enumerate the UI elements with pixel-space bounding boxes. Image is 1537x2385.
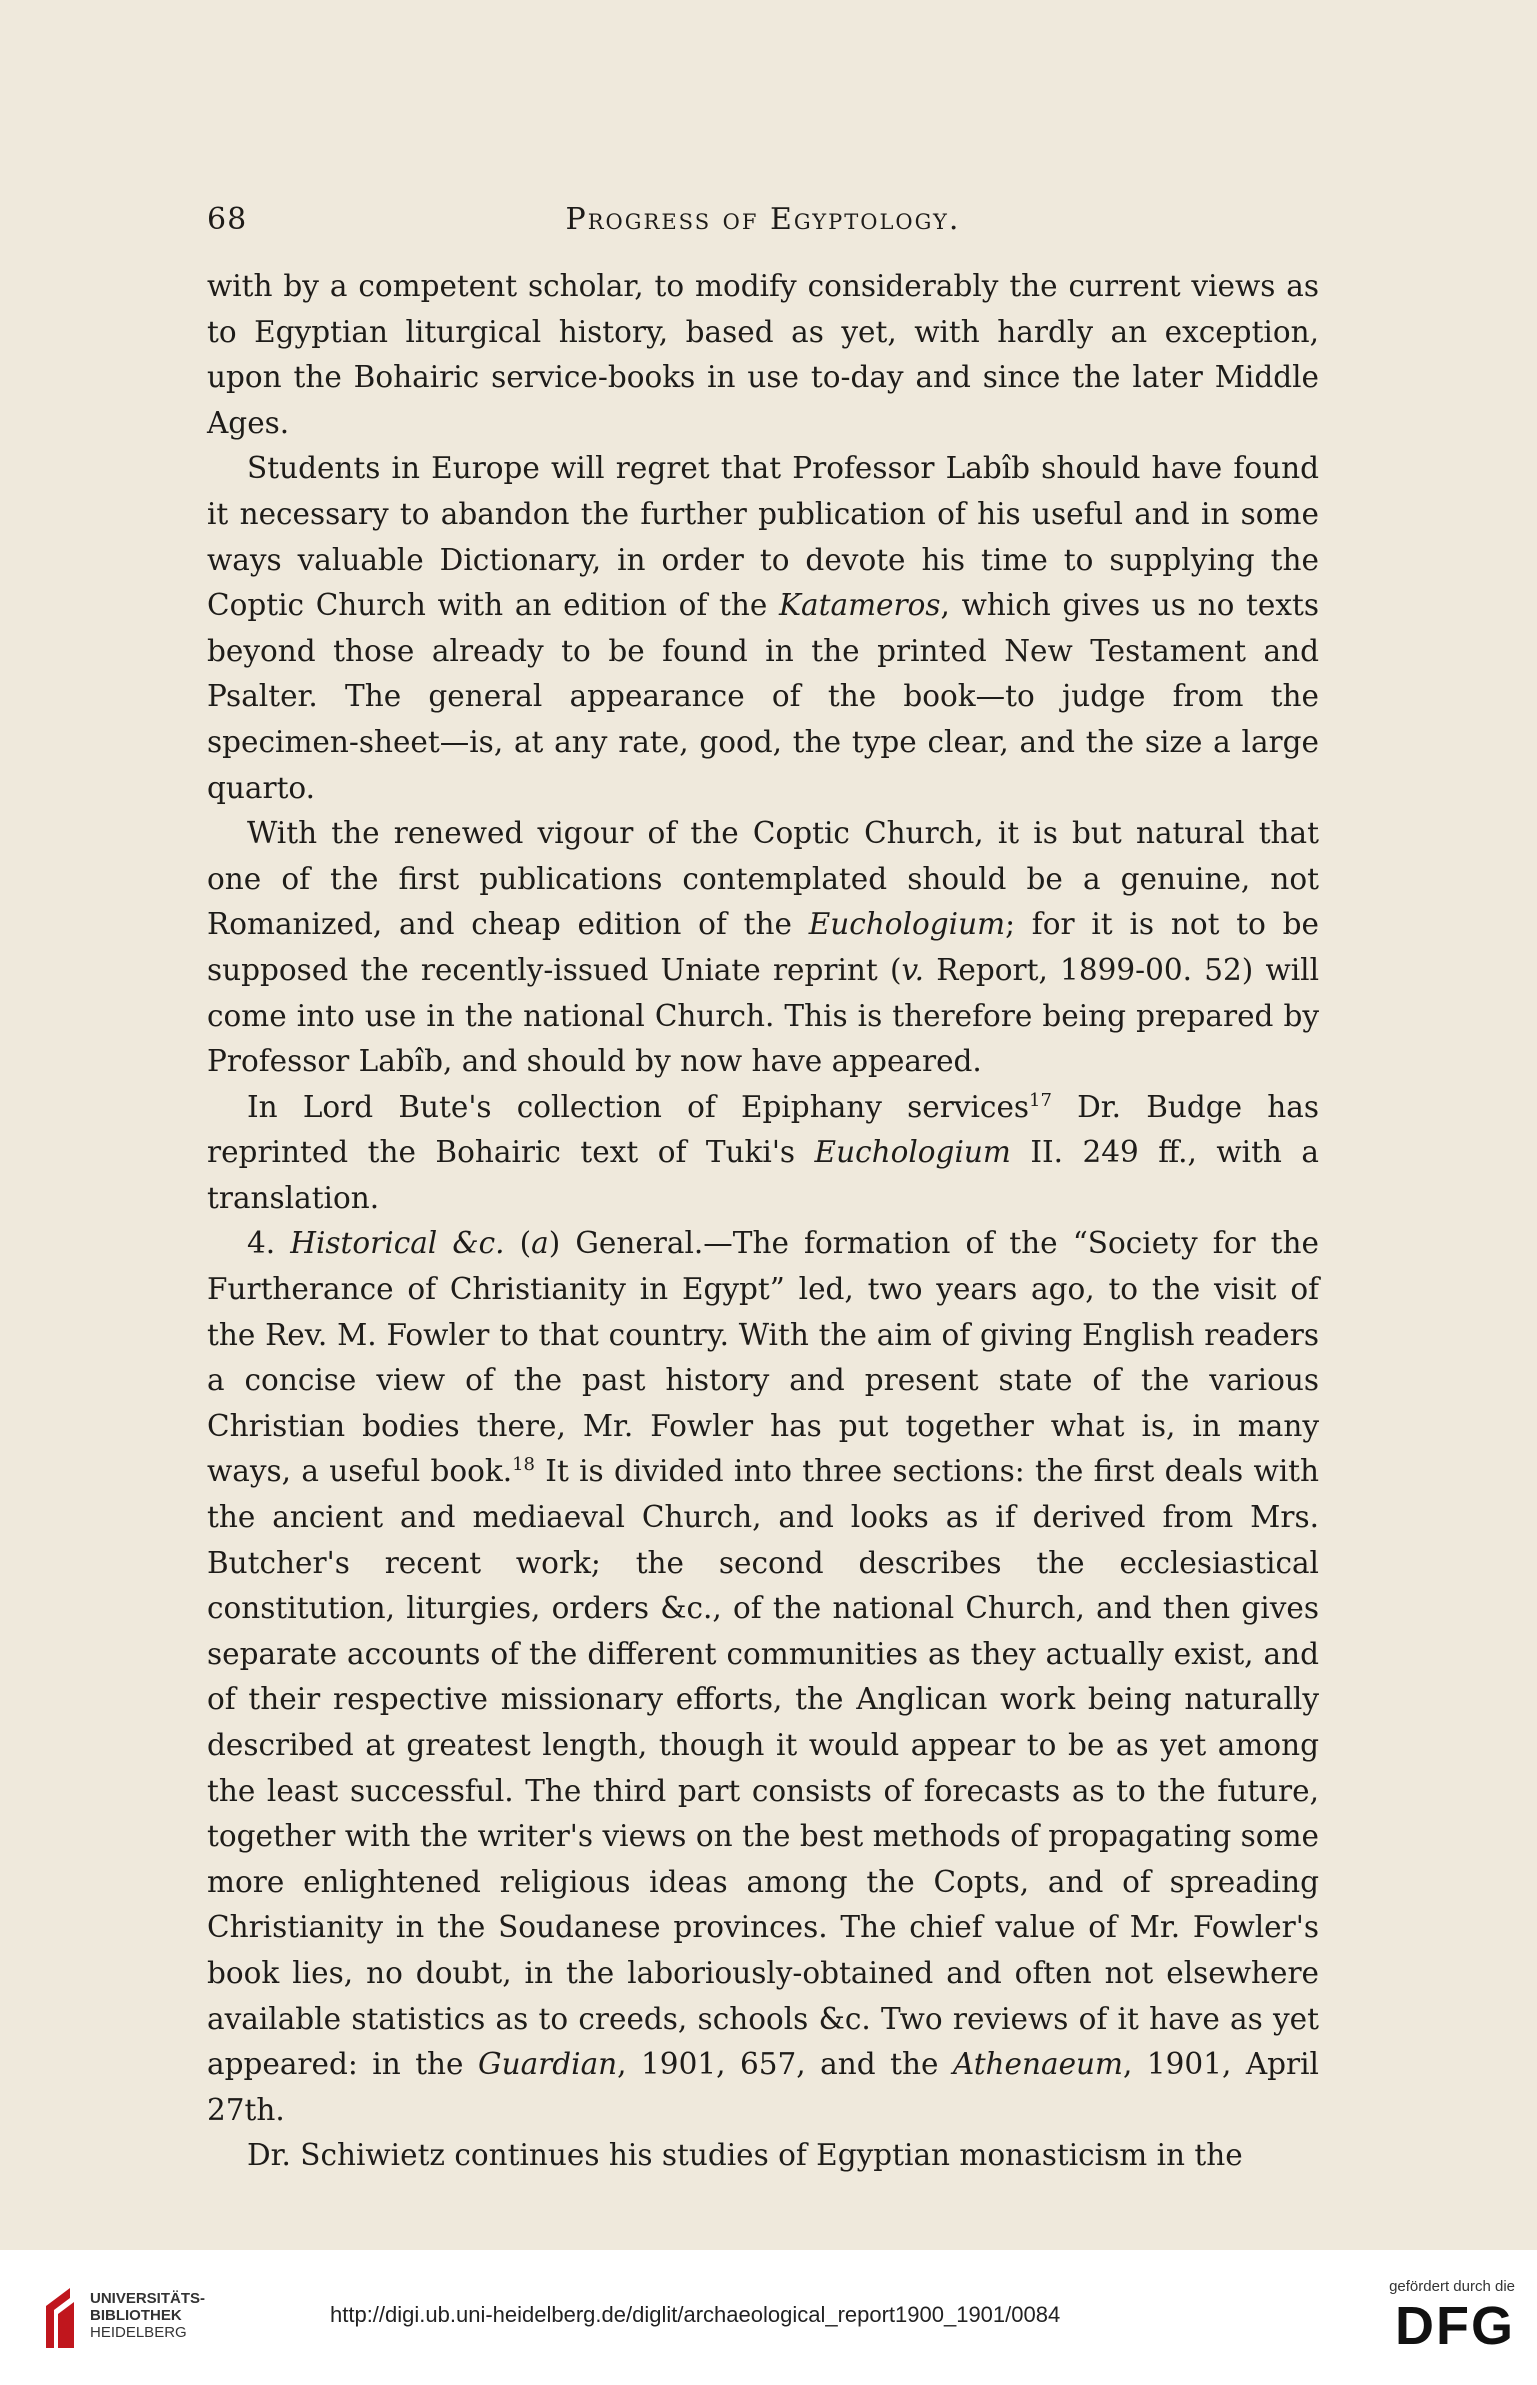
paragraph-2: Students in Europe will regret that Professor Labîb should have found it necessary to abandon the further publication of his useful and in some ways valuable Dictionary, in order to devote his time to supplying the Coptic Church with an edition of the Katameros, which gives us no texts beyond those already to be found in the printed New Testament and Psalter. The general appearance of the book—to judge from the specimen-sheet—is, at any rate, good, the type clear, and the size a large quarto. [207, 451, 1319, 805]
library-logo-icon [40, 2284, 80, 2350]
library-name: UNIVERSITÄTS- BIBLIOTHEK HEIDELBERG [90, 2290, 206, 2341]
funding-credit [1389, 2278, 1515, 2357]
permalink-url[interactable]: http://digi.ub.uni-heidelberg.de/diglit/archaeological_report1900_1901/0084 [330, 2302, 1061, 2327]
body-text [207, 264, 1319, 2179]
dfg-logo: DFG [1395, 2296, 1515, 2356]
page-header [207, 202, 1319, 252]
paragraph-3: With the renewed vigour of the Coptic Church, it is but natural that one of the first publications contemplated should be a genuine, not Romanized, and cheap edition of the Euchologium; for it is not to be supposed the recently-issued Uniate reprint (v. Report, 1899-00. 52) will come into use in the national Church. This is therefore being prepared by Professor Labîb, and should by now have appeared. [207, 816, 1320, 1079]
paragraph-6: Dr. Schiwietz continues his studies of Egyptian monasticism in the [247, 2138, 1243, 2173]
paragraph-1: with by a competent scholar, to modify considerably the current views as to Egyptian liturgical history, based as yet, with hardly an exception, upon the Bohairic service-books in use to-day and since the later Middle Ages. [207, 269, 1319, 440]
running-title: Progress of Egyptology. [565, 202, 961, 237]
paragraph-5: 4. Historical &c. (a) General.—The formation of the “Society for the Furtherance of Christianity in Egypt” led, two years ago, to the visit of the Rev. M. Fowler to that country. With the aim of giving English readers a concise view of the past history and present state of the various Christian bodies there, Mr. Fowler has put together what is, in many ways, a useful book.$^{18}$ It is divided into three sections: the first deals with the ancient and mediaeval Church, and looks as if derived from Mrs. Butcher's recent work; the second describes the ecclesiastical constitution, liturgies, orders &c., of the national Church, and then gives separate accounts of the different communities as they actually exist, and of their respective missionary efforts, the Anglican work being naturally described at greatest length, though it would appear to be as yet among the least successful. The third part consists of forecasts as to the future, together with the writer's views on the best methods of propagating some more enlightened religious ideas among the Copts, and of spreading Christianity in the Soudanese provinces. The chief value of Mr. Fowler's book lies, no doubt, in the laboriously-obtained and often not elsewhere available statistics as to creeds, schools &c. Two reviews of it have as yet appeared: in the Guardian, 1901, 657, and the Athenaeum, 1901, April 27th. [207, 1226, 1319, 2127]
digitization-footer [0, 2250, 1537, 2385]
page-number: 68 [207, 202, 248, 237]
footnote-ref: 18 [512, 1454, 536, 1476]
paragraph-4: In Lord Bute's collection of Epiphany services$^{17}$ Dr. Budge has reprinted the Bohairic text of Tuki's Euchologium II. 249 ff., with a translation. [207, 1089, 1319, 1215]
footnote-ref: 17 [1029, 1089, 1052, 1111]
funding-label: gefördert durch die [1389, 2278, 1515, 2295]
